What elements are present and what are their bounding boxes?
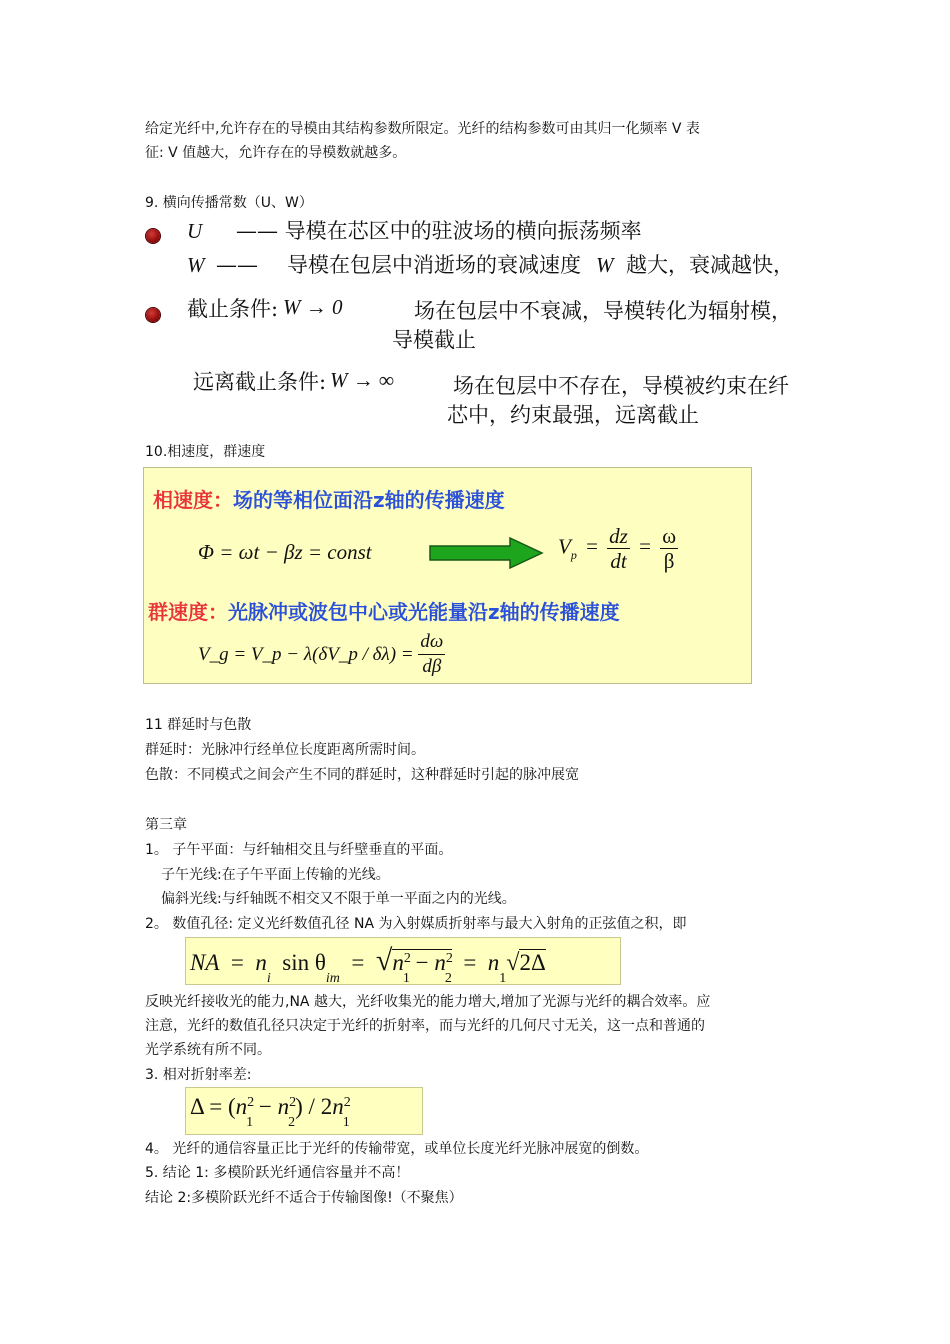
item-1a: 子午光线:在子午平面上传输的光线。 [161,867,390,883]
group-velocity-text: 光脉冲或波包中心或光能量沿z轴的传播速度 [228,600,620,624]
bullet-icon [146,308,160,322]
cutoff-label: 截止条件: [187,297,279,321]
phase-equation: Φ = ωt − βz = const [198,540,372,564]
velocity-figure [143,467,752,684]
omega-beta-fraction: $\frac{\omega}{\beta}$ [662,524,677,573]
cutoff-desc-2: 导模截止 [392,328,476,352]
na-paragraph-1: 反映光纤接收光的能力,NA 越大，光纤收集光的能力增大,增加了光源与光纤的耦合效率。应 [145,994,711,1010]
far-cutoff-formula: W → ∞ [330,368,394,392]
u-definition: —— 导模在芯区中的驻波场的横向振荡频率 [236,219,642,243]
cutoff-formula: W → 0 [283,295,343,319]
na-paragraph-3: 光学系统有所不同。 [145,1042,271,1058]
item-5b: 结论 2:多模阶跃光纤不适合于传输图像!（不聚焦） [145,1190,463,1206]
section-10-heading: 10.相速度，群速度 [145,444,266,460]
group-velocity-title [148,596,620,625]
phase-velocity-text: 场的等相位面沿z轴的传播速度 [233,488,505,512]
group-velocity-label: 群速度： [148,600,228,624]
w-symbol-2: W [596,253,614,277]
group-velocity-formula [198,630,445,679]
phase-velocity-label: 相速度： [153,488,233,512]
far-cutoff-desc-1: 场在包层中不存在，导模被约束在纤 [453,374,789,398]
w-dash: —— [216,253,258,277]
w-symbol: W [187,253,205,277]
intro-line-2: 征: V 值越大，允许存在的导模数就越多。 [145,145,407,161]
section-9-heading: 9. 横向传播常数（U、W） [145,195,313,211]
intro-line-1: 给定光纤中,允许存在的导模由其结构参数所限定。光纤的结构参数可由其归一化频率 V 表 [145,121,700,137]
item-4: 4。 光纤的通信容量正比于光纤的传输带宽，或单位长度光纤光脉冲展宽的倒数。 [145,1141,649,1157]
item-2: 2。 数值孔径: 定义光纤数值孔径 NA 为入射媒质折射率与最大入射角的正弦值之积，即 [145,916,687,932]
far-cutoff-label: 远离截止条件: [193,370,327,394]
item-1: 1。 子午平面：与纤轴相交且与纤壁垂直的平面。 [145,842,453,858]
na-formula: NA = $n_i$ $\sin \theta_{im} = √n^2_1 - n^2_2 = n_1√2\Delta$ [185,937,621,985]
vp-subscript: p [570,548,577,563]
item-3: 3. 相对折射率差: [145,1067,252,1083]
chapter-3-heading: 第三章 [145,817,187,833]
dz-dt-fraction: $\frac{dz}{dt}$ [609,524,628,573]
u-symbol: U [187,219,203,243]
bullet-icon [146,229,160,243]
item-1b: 偏斜光线:与纤轴既不相交又不限于单一平面之内的光线。 [161,891,516,907]
w-definition-2: 越大，衰减越快， [626,253,794,277]
delta-formula: $\Delta = (n^2_1 - n^2_2) / 2n^2_1$ [185,1087,423,1135]
phase-velocity-formula: $V_p$ = $\frac{dz}{dt}$ = $\frac{\omega}{\beta}$ [558,524,677,573]
dispersion-definition: 色散：不同模式之间会产生不同的群延时，这种群延时引起的脉冲展宽 [145,767,579,783]
w-definition: 导模在包层中消逝场的衰减速度 [287,253,581,277]
dw-db-fraction: $\frac{d\omega}{d\beta}$ [420,631,444,677]
item-5: 5. 结论 1: 多模阶跃光纤通信容量并不高！ [145,1165,410,1181]
group-delay-definition: 群延时：光脉冲行经单位长度距离所需时间。 [145,742,425,758]
vp-symbol: V [558,534,571,559]
far-cutoff-desc-2: 芯中，约束最强，远离截止 [447,403,699,427]
cutoff-desc-1: 场在包层中不衰减，导模转化为辐射模， [414,299,792,323]
arrow-right-icon [428,536,546,570]
group-equation: V_g = V_p − λ(δV_p / δλ) = [198,643,414,665]
na-paragraph-2: 注意，光纤的数值孔径只决定于光纤的折射率，而与光纤的几何尺寸无关，这一点和普通的 [145,1018,705,1034]
phase-velocity-title [153,484,505,513]
section-11-heading: 11 群延时与色散 [145,717,252,733]
